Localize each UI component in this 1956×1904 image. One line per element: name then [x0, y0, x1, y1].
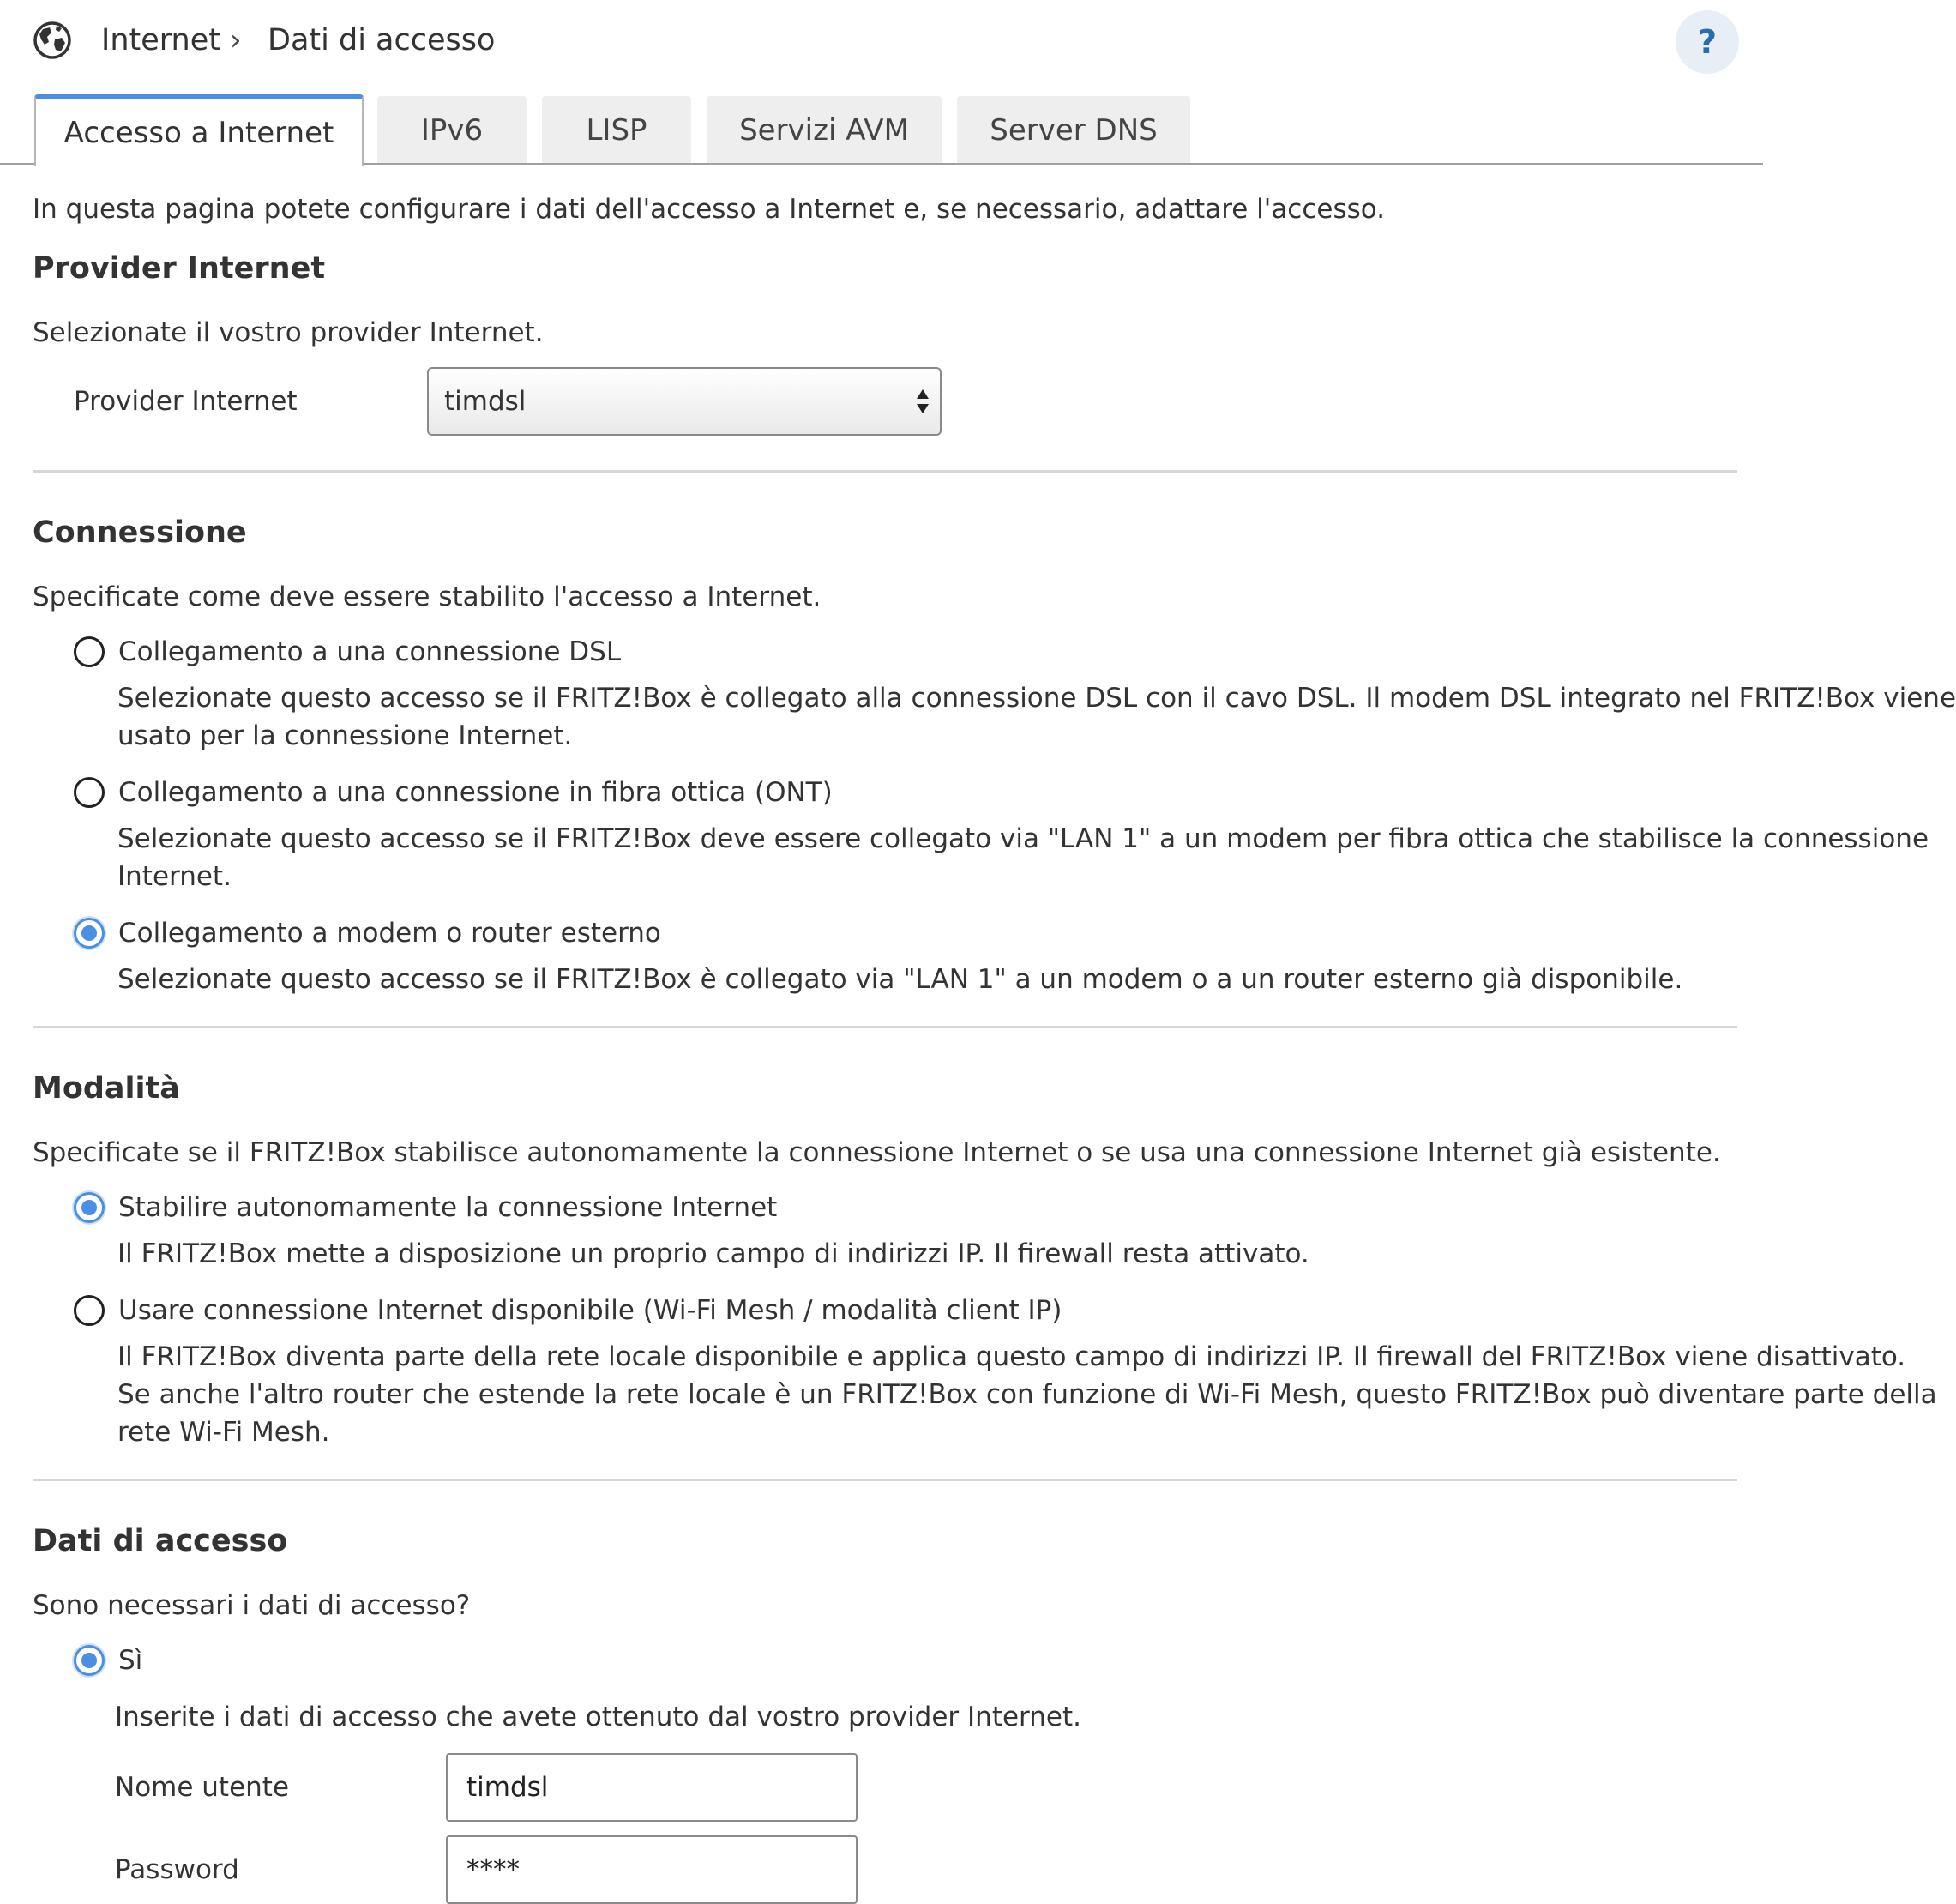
globe-icon [33, 21, 72, 60]
option-fibra-desc: Selezionate questo accesso se il FRITZ!Box deve essere collegato via "LAN 1" a un modem per fibra ottica che stabilisce la connessione [117, 823, 1929, 854]
provider-select[interactable] [427, 367, 942, 436]
intro-text: In questa pagina potete configurare i dati dell'accesso a Internet e, se necessario, adattare l'accesso. [33, 194, 1386, 225]
radio-router-esterno[interactable] [74, 918, 105, 949]
tab-accesso-internet[interactable]: Accesso a Internet [34, 94, 364, 166]
divider [33, 470, 1737, 473]
radio-si[interactable] [74, 1645, 105, 1676]
access-heading: Dati di accesso [33, 1524, 288, 1558]
option-mesh-desc: Il FRITZ!Box diventa parte della rete locale disponibile e applica questo campo di indirizzi IP. Il firewall del FRITZ!Box viene disattivato. [117, 1341, 1906, 1372]
radio-mesh[interactable] [74, 1295, 105, 1326]
username-value: timdsl [466, 1772, 549, 1803]
option-dsl-desc-2: usato per la connessione Internet. [117, 720, 573, 751]
radio-fibra[interactable] [74, 777, 105, 808]
option-autonoma-desc: Il FRITZ!Box mette a disposizione un proprio campo di indirizzi IP. Il firewall resta attivato. [117, 1238, 1309, 1269]
option-router-label[interactable]: Collegamento a modem o router esterno [118, 918, 661, 949]
password-value: **** [466, 1854, 520, 1885]
access-question: Sono necessari i dati di accesso? [33, 1590, 471, 1621]
chevron-right-icon: › [230, 23, 242, 57]
tab-servizi-avm[interactable]: Servizi AVM [707, 96, 942, 163]
provider-select-value: timdsl [444, 386, 527, 417]
username-label: Nome utente [115, 1772, 290, 1803]
password-label: Password [115, 1854, 239, 1885]
divider [33, 1026, 1737, 1028]
username-input[interactable] [446, 1753, 858, 1822]
option-mesh-desc-3: rete Wi-Fi Mesh. [117, 1417, 330, 1448]
option-router-desc: Selezionate questo accesso se il FRITZ!Box è collegato via "LAN 1" a un modem o a un router esterno già disponibile. [117, 964, 1683, 995]
provider-desc: Selezionate il vostro provider Internet. [33, 317, 544, 348]
tab-ipv6[interactable]: IPv6 [377, 96, 527, 163]
password-input[interactable] [446, 1835, 858, 1904]
mode-desc: Specificate se il FRITZ!Box stabilisce autonomamente la connessione Internet o se usa una connessione Internet già esistente. [33, 1137, 1721, 1168]
radio-autonoma[interactable] [74, 1192, 105, 1223]
option-dsl-desc: Selezionate questo accesso se il FRITZ!Box è collegato alla connessione DSL con il cavo DSL. Il modem DSL integrato nel FRITZ!Box viene [117, 683, 1956, 714]
access-hint: Inserite i dati di accesso che avete ottenuto dal vostro provider Internet. [115, 1702, 1081, 1732]
option-mesh-desc-2: Se anche l'altro router che estende la rete locale è un FRITZ!Box con funzione di Wi-Fi Mesh, questo FRITZ!Box può diventare parte della [117, 1379, 1937, 1410]
option-dsl-label[interactable]: Collegamento a una connessione DSL [118, 636, 622, 667]
connection-desc: Specificate come deve essere stabilito l'accesso a Internet. [33, 581, 822, 612]
connection-heading: Connessione [33, 515, 247, 550]
tab-lisp[interactable]: LISP [542, 96, 691, 163]
provider-label: Provider Internet [74, 386, 298, 417]
header [0, 0, 1763, 86]
option-fibra-label[interactable]: Collegamento a una connessione in fibra ottica (ONT) [118, 777, 833, 808]
provider-heading: Provider Internet [33, 251, 326, 286]
option-si-label[interactable]: Sì [118, 1645, 143, 1676]
help-button[interactable]: ? [1676, 10, 1739, 74]
radio-dsl[interactable] [74, 636, 105, 667]
breadcrumb-current: Dati di accesso [268, 23, 496, 57]
option-fibra-desc-2: Internet. [117, 861, 232, 892]
tab-bar [0, 94, 1763, 165]
mode-heading: Modalità [33, 1071, 180, 1106]
select-arrows-icon [916, 388, 930, 415]
breadcrumb-internet[interactable]: Internet [101, 23, 220, 57]
tab-server-dns[interactable]: Server DNS [957, 96, 1190, 163]
option-autonoma-label[interactable]: Stabilire autonomamente la connessione Internet [118, 1192, 778, 1223]
divider [33, 1479, 1737, 1481]
option-mesh-label[interactable]: Usare connessione Internet disponibile (Wi-Fi Mesh / modalità client IP) [118, 1295, 1062, 1326]
